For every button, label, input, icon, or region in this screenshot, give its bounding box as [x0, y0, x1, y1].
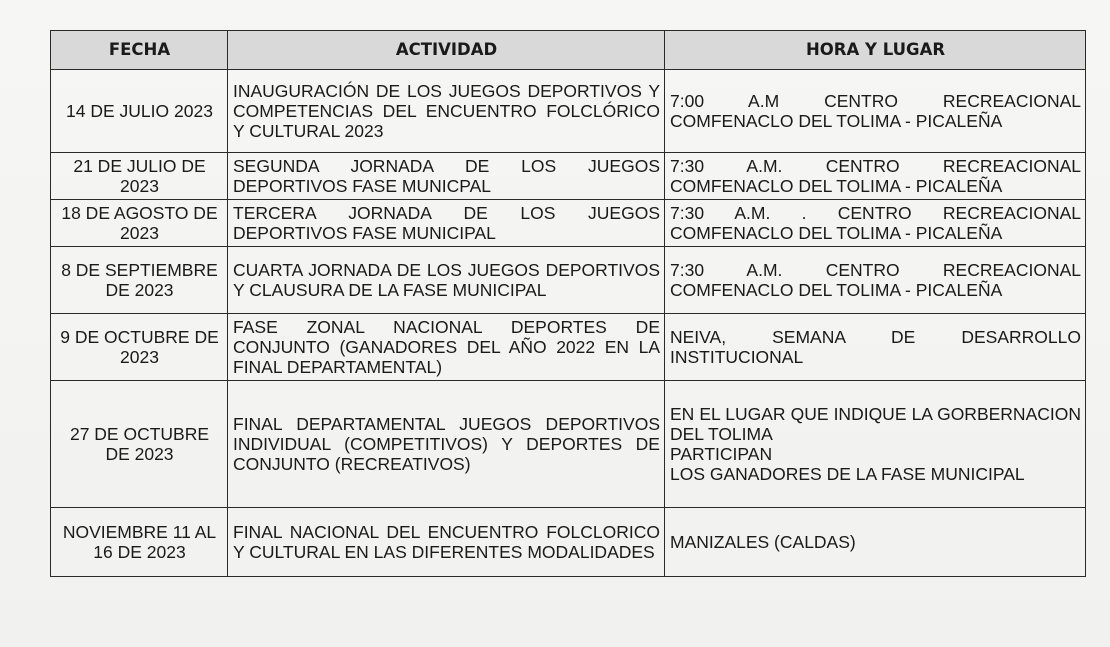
cell-hora-lugar: NEIVA, SEMANA DE DESARROLLO INSTITUCIONAL: [665, 314, 1086, 381]
header-actividad: ACTIVIDAD: [228, 31, 665, 70]
cell-actividad: FASE ZONAL NACIONAL DEPORTES DE CONJUNTO (GANADORES DEL AÑO 2022 EN LA FINAL DEPARTAMENTAL): [228, 314, 665, 381]
cell-fecha: NOVIEMBRE 11 AL 16 DE 2023: [51, 508, 228, 577]
cell-hora-lugar: 7:30 A.M. . CENTRO RECREACIONAL COMFENACLO DEL TOLIMA - PICALEÑA: [665, 200, 1086, 247]
cell-fecha: 14 DE JULIO 2023: [51, 70, 228, 153]
table-row: [51, 70, 1086, 153]
cell-hora-lugar: [665, 381, 1086, 508]
header-fecha: FECHA: [51, 31, 228, 70]
cell-hora-lugar: 7:30 A.M. CENTRO RECREACIONAL COMFENACLO DEL TOLIMA - PICALEÑA: [665, 153, 1086, 200]
cell-hora-lugar: 7:00 A.M CENTRO RECREACIONAL COMFENACLO DEL TOLIMA - PICALEÑA: [665, 70, 1086, 153]
table-row: [51, 200, 1086, 247]
hora-lugar-line: EN EL LUGAR QUE INDIQUE LA GORBERNACION DEL TOLIMA: [670, 404, 1081, 444]
header-hora-lugar: HORA Y LUGAR: [665, 31, 1086, 70]
cell-fecha: 8 DE SEPTIEMBRE DE 2023: [51, 247, 228, 314]
hora-lugar-line: LOS GANADORES DE LA FASE MUNICIPAL: [670, 464, 1025, 484]
table-row: [51, 153, 1086, 200]
cell-fecha: 27 DE OCTUBRE DE 2023: [51, 381, 228, 508]
table-header: [51, 31, 1086, 70]
cell-actividad: INAUGURACIÓN DE LOS JUEGOS DEPORTIVOS Y COMPETENCIAS DEL ENCUENTRO FOLCLÓRICO Y CULTURAL 2023: [228, 70, 665, 153]
cell-actividad: SEGUNDA JORNADA DE LOS JUEGOS DEPORTIVOS FASE MUNICPAL: [228, 153, 665, 200]
cell-actividad: FINAL NACIONAL DEL ENCUENTRO FOLCLORICO Y CULTURAL EN LAS DIFERENTES MODALIDADES: [228, 508, 665, 577]
table-body: [51, 70, 1086, 577]
cell-fecha: 18 DE AGOSTO DE 2023: [51, 200, 228, 247]
table-row: [51, 247, 1086, 314]
hora-lugar-line: PARTICIPAN: [670, 444, 773, 464]
cell-hora-lugar: 7:30 A.M. CENTRO RECREACIONAL COMFENACLO DEL TOLIMA - PICALEÑA: [665, 247, 1086, 314]
cell-actividad: FINAL DEPARTAMENTAL JUEGOS DEPORTIVOS INDIVIDUAL (COMPETITIVOS) Y DEPORTES DE CONJUNTO (RECREATIVOS): [228, 381, 665, 508]
cell-fecha: 9 DE OCTUBRE DE 2023: [51, 314, 228, 381]
cell-fecha: 21 DE JULIO DE 2023: [51, 153, 228, 200]
table-row: [51, 381, 1086, 508]
table-row: [51, 314, 1086, 381]
cell-hora-lugar: MANIZALES (CALDAS): [665, 508, 1086, 577]
schedule-table: [50, 30, 1086, 577]
cell-actividad: TERCERA JORNADA DE LOS JUEGOS DEPORTIVOS FASE MUNICIPAL: [228, 200, 665, 247]
table-row: [51, 508, 1086, 577]
header-row: [51, 31, 1086, 70]
cell-actividad: CUARTA JORNADA DE LOS JUEGOS DEPORTIVOS Y CLAUSURA DE LA FASE MUNICIPAL: [228, 247, 665, 314]
